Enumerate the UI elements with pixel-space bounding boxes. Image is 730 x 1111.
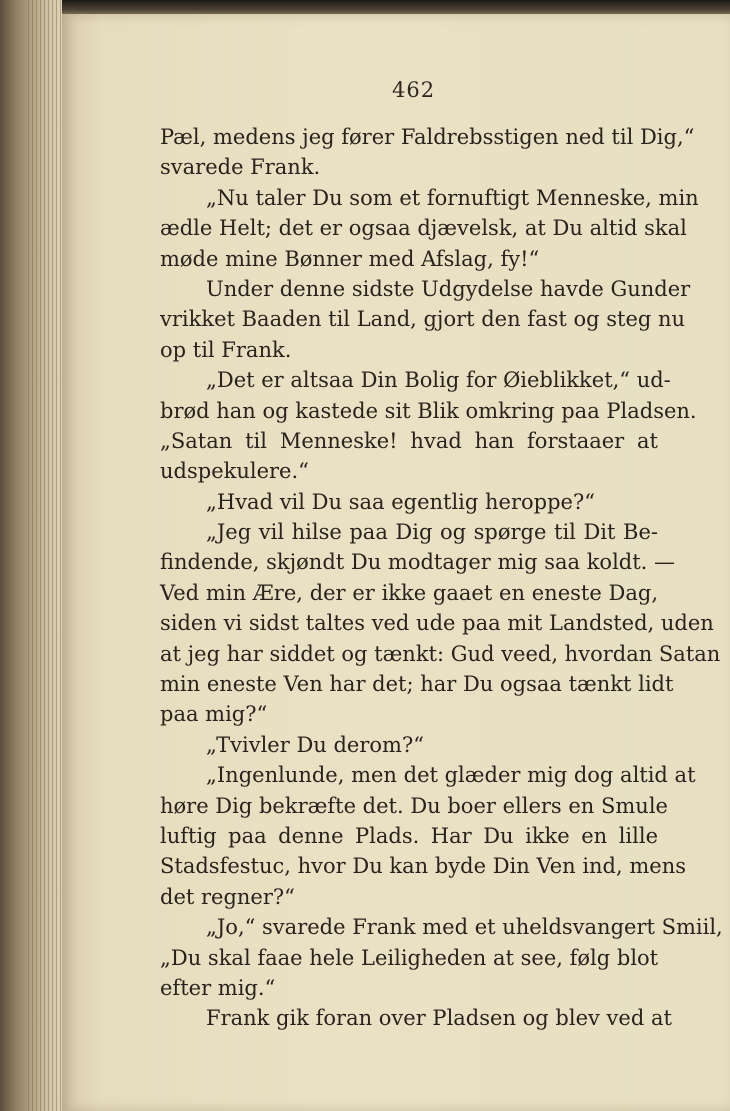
text-line: „Nu taler Du som et fornuftigt Menneske, min (206, 185, 699, 210)
text-line: „Tvivler Du derom?“ (206, 732, 424, 757)
text-line: at jeg har siddet og tænkt: Gud veed, hvordan Satan (160, 641, 721, 666)
text-line: vrikket Baaden til Land, gjort den fast og steg nu (160, 307, 686, 332)
text-line: efter mig.“ (160, 975, 276, 1000)
text-line: luftig paa denne Plads. Har Du ikke en lille (160, 823, 658, 848)
text-line: Stadsfestuc, hvor Du kan byde Din Ven ind, mens (160, 854, 686, 879)
text-line: „Satan til Menneske! hvad han forstaaer at (160, 428, 658, 453)
text-line: „Jo,“ svarede Frank med et uheldsvangert Smiil, (206, 915, 723, 940)
text-line: Ved min Ære, der er ikke gaaet en eneste Dag, (160, 580, 658, 605)
text-line: Under denne sidste Udgydelse havde Gunder (206, 276, 691, 301)
text-line: høre Dig bekræfte det. Du boer ellers en Smule (160, 793, 668, 818)
text-line: møde mine Bønner med Afslag, fy!“ (160, 246, 540, 271)
text-line: paa mig?“ (160, 702, 268, 727)
body-text (160, 122, 723, 1034)
text-line: udspekulere.“ (160, 459, 309, 484)
text-line: Frank gik foran over Pladsen og blev ved at (206, 1006, 672, 1031)
text-line: op til Frank. (160, 337, 292, 362)
page-number: 462 (392, 78, 436, 102)
page-stack-edges (28, 0, 62, 1111)
text-line: „Hvad vil Du saa egentlig heroppe?“ (206, 489, 595, 514)
text-line: min eneste Ven har det; har Du ogsaa tænkt lidt (160, 672, 674, 697)
text-line: findende, skjøndt Du modtager mig saa koldt. — (160, 550, 676, 575)
text-line: ædle Helt; det er ogsaa djævelsk, at Du altid skal (160, 216, 687, 241)
text-line: brød han og kastede sit Blik omkring paa Pladsen. (160, 398, 697, 423)
text-line: „Jeg vil hilse paa Dig og spørge til Dit Be- (206, 520, 658, 545)
text-line: det regner?“ (160, 884, 295, 909)
text-line: svarede Frank. (160, 155, 321, 180)
text-line: Pæl, medens jeg fører Faldrebsstigen ned til Dig,“ (160, 125, 695, 149)
text-line: „Du skal faae hele Leiligheden at see, følg blot (160, 945, 659, 970)
text-line: „Det er altsaa Din Bolig for Øieblikket,“ ud- (206, 368, 671, 393)
text-line: siden vi sidst taltes ved ude paa mit Landsted, uden (160, 611, 714, 636)
text-line: „Ingenlunde, men det glæder mig dog altid at (206, 763, 696, 788)
